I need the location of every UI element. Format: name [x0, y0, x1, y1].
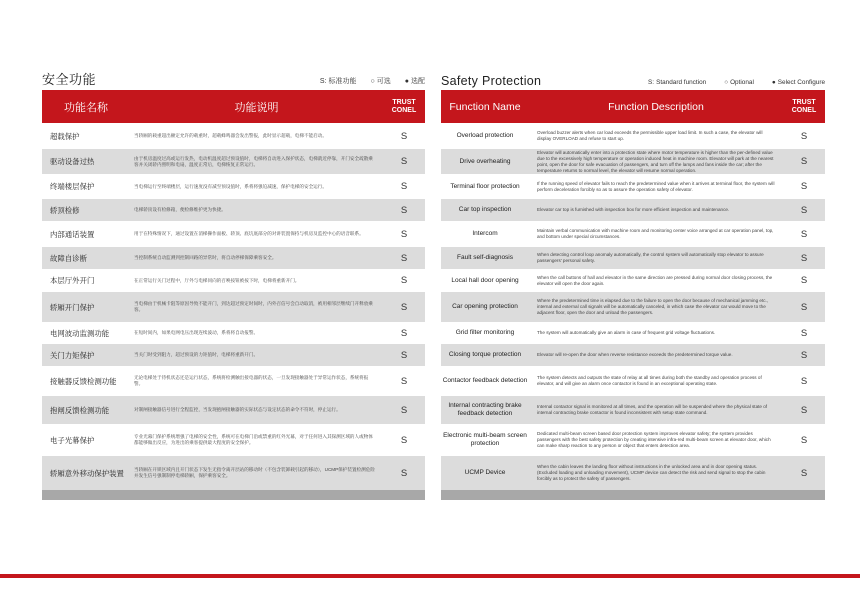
standard-mark: S — [800, 181, 808, 192]
standard-mark: S — [400, 204, 408, 216]
function-name: Electronic multi-beam screen protection — [443, 432, 527, 447]
standard-mark: S — [800, 156, 808, 167]
table-row — [441, 199, 825, 221]
function-name: 轿厢意外移动保护装置 — [50, 468, 124, 478]
function-name: Intercom — [472, 230, 498, 237]
table-row — [441, 269, 825, 292]
function-description: When the call buttons of hall and elevator in the same direction are pressed during normal door closing process, the elevator will open the door again. — [537, 274, 773, 286]
safety-functions-zh-panel — [42, 66, 425, 500]
table-row — [42, 149, 425, 174]
function-name: Internal contracting brake feedback detection — [448, 402, 522, 417]
table-row — [42, 221, 425, 247]
function-description: 当关门时受到阻力，超过预设的力矩值时，电梯将重新开门。 — [134, 352, 259, 357]
table-row — [441, 123, 825, 149]
function-name: 关门力矩保护 — [50, 350, 95, 360]
standard-mark: S — [800, 327, 808, 339]
standard-mark: S — [400, 156, 408, 167]
legend-standard: S: 标准功能 — [319, 78, 357, 85]
legend-standard: S: Standard function — [648, 79, 707, 86]
bottom-accent-stripe — [0, 574, 860, 578]
table-body — [42, 123, 425, 490]
function-name: 电子光幕保护 — [50, 435, 95, 445]
function-name: 本层厅外开门 — [50, 276, 95, 285]
function-description: 当电梯运行至终端楼层，运行速度没有减至预设值时，系将将强迫减速，保护电梯的安全运行。 — [134, 183, 327, 189]
table-header — [42, 90, 425, 123]
function-description: The system will automatically give an alarm in case of frequent grid voltage fluctuations. — [537, 330, 716, 335]
function-name: Car opening protection — [452, 303, 518, 310]
panel-heading — [441, 66, 825, 90]
function-name: 内部通话装置 — [50, 229, 95, 239]
function-description: 无论电梯处于待机状态还是运行状态，系统将检测触出接电器的状态，一旦发现接触器处于异常运作状态，系统将报警。 — [134, 375, 369, 386]
function-description: 在短时间内，如果电网电压出现连续波动，系将将自动报警。 — [134, 330, 259, 335]
function-description: Elevator will automatically enter into a protection state where motor temperature is higher than the per-defined value due to the excessively high temperature or operation induced heat in machine room. Elevator will park at the nearest point, open the door for safe evacuation of passengers, and turn off the lamps and fans inside the car; after the temperature returns to normal level, the elevator will resume normal operation. — [537, 149, 774, 173]
function-name: Overload protection — [456, 132, 514, 139]
standard-mark: S — [400, 467, 408, 479]
function-description: 当轿厢在开锁区域内且开门状态下发生无指令离开层站的移动时（不包含装卸载引起的移动），UCMP保护装置检测危险并发生信号强制制停电梯轿厢，保护乘客安全。 — [134, 467, 375, 478]
function-description: 当轿厢的载重超出额定允许的载重时，超载蜂鸣器会发出警报，此时显示超载，电梯不能启动。 — [134, 133, 327, 138]
standard-mark: S — [800, 375, 808, 387]
safety-functions-en-panel — [441, 66, 825, 500]
function-name: Terminal floor protection — [450, 182, 520, 190]
page-title: Safety Protection — [441, 74, 542, 88]
table-row — [441, 344, 825, 366]
panel-heading — [42, 66, 425, 90]
function-description: When the cabin leaves the landing floor without instructions in the unlocked area and in door opening status. (Excluded loading and unloading movement), UCMP device can detect the risk and send signal to stop the cabin forcibly as to protect the safety of passengers. — [537, 464, 766, 481]
standard-mark: S — [800, 204, 808, 216]
standard-mark: S — [800, 252, 808, 264]
table-row — [42, 123, 425, 149]
page-title: 安全功能 — [42, 72, 97, 87]
function-description: The system detects and outputs the state of relay at all times during both the standby and operation process of elevator, and will give an alarm once contactor is found in an exceptional operating state. — [537, 375, 762, 386]
function-name: Closing torque protection — [448, 351, 522, 358]
table-body — [441, 123, 825, 490]
standard-mark: S — [400, 327, 408, 339]
function-name: 电网波动监测功能 — [50, 328, 110, 338]
standard-mark: S — [800, 228, 808, 240]
standard-mark: S — [800, 349, 808, 361]
table-row — [42, 456, 425, 490]
function-description: 专业光幕门保护系统增强了电梯的安全性，系统可在电梯门沿或禁重的红外光幕，对于任何进入其探测区域的人或物体都能够做出反应，为进出的乘客提供最大程度的安全保护。 — [134, 434, 373, 445]
function-description: Dedicated multi-beam screen based door protection system improves elevator safety; the system provides passengers with the best safety protection by creating intensive infra-red multi-beam screen at elevator door, which can make sharp reaction to any person or object that enters detection area. — [537, 431, 771, 448]
table-row — [42, 292, 425, 322]
legend — [320, 76, 425, 88]
header-trust-conel: TRUST CONEL — [791, 98, 817, 114]
table-row — [441, 456, 825, 490]
standard-mark: S — [400, 252, 408, 264]
function-description: When detecting control loop anomaly automatically, the control system will automatically stop elevator to assure passengers' personal safety. — [537, 252, 764, 263]
standard-mark: S — [400, 275, 408, 286]
table-row — [42, 396, 425, 424]
table-row — [42, 269, 425, 292]
standard-mark: S — [400, 301, 408, 313]
standard-mark: S — [800, 275, 808, 286]
function-description: Where the predetermined time is elapsed due to the failure to open the door because of mechanical jamming etc., internal and external call signals will be automatically canceled, in which case the elevator car would move to the adjacent floor, open the door and unload the passengers. — [537, 298, 769, 315]
table-row — [42, 424, 425, 456]
standard-mark: S — [800, 301, 808, 313]
legend — [648, 79, 825, 88]
standard-mark: S — [800, 130, 808, 142]
standard-mark: S — [400, 349, 408, 361]
function-name: Local hall door opening — [451, 276, 519, 284]
function-description: 对制闸接触器信号进行全程监控，当发现抱闸接触器的实际状态与设定状态的命令不符时，停止运行。 — [134, 407, 341, 412]
function-description: 由于机房温度过高或运行发热，电动机温度超过预设值时，电梯将自动进入保护状态，电梯就近停靠，开门安全疏散乘客并关闭轿内照明和电扇，温度正常后，电梯恢复正常运行。 — [134, 155, 373, 167]
legend-optional: ○ Optional — [724, 79, 754, 86]
header-function-name: 功能名称 — [64, 101, 108, 114]
function-name: 终端楼层保护 — [50, 182, 95, 191]
standard-mark: S — [400, 434, 408, 446]
function-description: 电梯轿顶设有检修箱，便检修维护更为快捷。 — [134, 207, 226, 212]
table-row — [441, 322, 825, 344]
function-description: 用于在特殊情况下，通过设置在消梯操作面板、轿顶、底坑底部分的对讲装置保持与机房及监控中心的语音联系。 — [134, 231, 364, 236]
table-row — [42, 366, 425, 396]
function-name: 驱动设备过热 — [50, 157, 95, 166]
function-name: 接触器反馈检测功能 — [50, 376, 117, 386]
header-function-description: 功能说明 — [234, 101, 279, 114]
function-name: 轿顶检修 — [50, 205, 80, 215]
legend-optional: ○ 可选 — [370, 78, 391, 85]
function-description: 在正常运行关门过程中，厅外与电梯同向的召唤按钮被按下时，电梯将重新开门。 — [134, 277, 300, 283]
legend-select: ● 选配 — [404, 78, 425, 85]
function-name: Drive overheating — [459, 157, 511, 165]
table-row — [441, 149, 825, 174]
function-name: 故障自诊断 — [50, 253, 87, 263]
function-name: UCMP Device — [464, 469, 506, 476]
function-name: 轿厢开门保护 — [50, 302, 95, 312]
table-row — [441, 366, 825, 396]
header-function-name: Function Name — [449, 100, 521, 113]
standard-mark: S — [400, 130, 408, 142]
table-row — [441, 221, 825, 247]
function-name: Contactor feedback detection — [442, 377, 528, 384]
table-row — [42, 199, 425, 221]
standard-mark: S — [800, 467, 808, 479]
standard-mark: S — [400, 181, 408, 192]
table-row — [42, 247, 425, 269]
function-name: Fault self-diagnosis — [457, 254, 513, 261]
function-name: Grid filter monitoring — [455, 329, 515, 336]
function-name: Car top inspection — [458, 206, 512, 213]
function-description: 当控制系统自动监测到控制回路的异常时，将自动停梯保障乘客安全。 — [134, 255, 277, 260]
function-description: Elevator will re-open the door when reverse resistance exceeds the predetermined torque value. — [537, 352, 733, 357]
table-row — [441, 292, 825, 322]
function-description: Maintain verbal communication with machine room and monitoring center voice arranged at car operation panel, top, and bottom under special circumstances. — [537, 228, 774, 239]
standard-mark: S — [800, 434, 808, 446]
table-end-bar — [42, 490, 425, 500]
function-description: Internal contactor signal is monitored at all times, and the operation will be suspended where the physical state of internal contracting brake contactor is found inconsistent with setup state command. — [537, 404, 768, 415]
table-row — [42, 174, 425, 199]
function-description: Elevator car top is furnished with inspection box for more efficient inspection and maintenance. — [537, 207, 730, 212]
table-row — [441, 424, 825, 456]
standard-mark: S — [400, 404, 408, 416]
legend-select: ● Select Configure — [771, 79, 825, 86]
table-header — [441, 90, 825, 123]
function-description: 当电梯由于机械卡阻等原因导致不能开门，到达超过预定时间时，内外召信号会自动取消，被用相邻层继续门开释放乘客。 — [134, 301, 373, 312]
function-name: 超载保护 — [50, 131, 80, 141]
standard-mark: S — [400, 228, 408, 240]
standard-mark: S — [400, 375, 408, 387]
table-row — [441, 247, 825, 269]
table-row — [42, 322, 425, 344]
function-name: 抱闸反馈检测功能 — [50, 405, 110, 415]
table-row — [42, 344, 425, 366]
header-trust-conel: TRUST CONEL — [391, 98, 417, 114]
standard-mark: S — [800, 404, 808, 416]
table-row — [441, 174, 825, 199]
function-description: Overload buzzer alerts when car load exceeds the permissible upper load limit. In such a case, the elevator will display OVERLOAD and refuse to start up. — [537, 130, 763, 141]
table-row — [441, 396, 825, 424]
header-function-description: Function Description — [608, 100, 704, 113]
function-description: If the running speed of elevator fails to reach the predetermined value when it arrives at terminal floor, the system will perform deceleration forcibly so as to assure the operation safety of elevator. — [537, 180, 775, 192]
table-end-bar — [441, 490, 825, 500]
